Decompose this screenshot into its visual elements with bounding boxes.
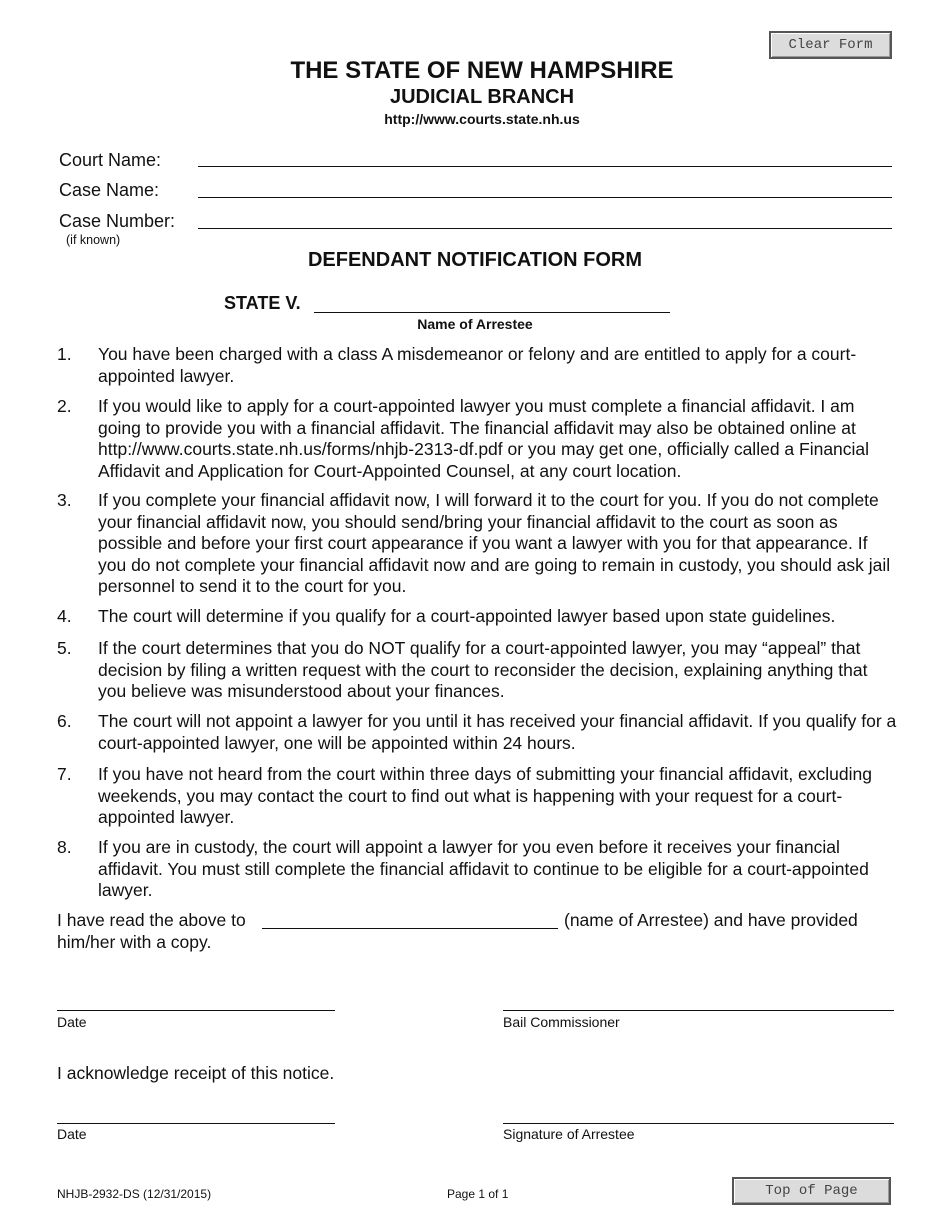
- signature-arrestee-field[interactable]: [503, 1123, 894, 1124]
- date-field-2[interactable]: [57, 1123, 335, 1124]
- signature-arrestee-label: Signature of Arrestee: [503, 1126, 635, 1142]
- read-statement-suffix: (name of Arrestee) and have provided: [564, 910, 858, 930]
- case-name-label: Case Name:: [59, 180, 160, 200]
- case-name-field[interactable]: [198, 197, 892, 198]
- item-number: 5.: [57, 638, 72, 658]
- bail-commissioner-label: Bail Commissioner: [503, 1014, 620, 1030]
- item-text: If you would like to apply for a court-appointed lawyer you must complete a financial affidavit. I am going to provide you with a financial affidavit. The financial affidavit may also be obtained online at http://www.courts.state.nh.us/forms/nhjb-2313-df.pdf or you may get one, officially called a Financial Affidavit and Application for Court-Appointed Counsel, at any court location.: [98, 396, 870, 481]
- item-number: 7.: [57, 764, 72, 784]
- read-statement-line2: him/her with a copy.: [57, 932, 212, 952]
- court-name-field[interactable]: [198, 166, 892, 167]
- case-number-field[interactable]: [198, 228, 892, 229]
- clear-form-button[interactable]: Clear Form: [769, 31, 892, 59]
- item-text: If the court determines that you do NOT qualify for a court-appointed lawyer, you may “appeal” that decision by filing a written request with the court to reconsider the decision, explaining anything that you believe was misunderstood about your finances.: [98, 638, 868, 701]
- item-number: 6.: [57, 711, 72, 731]
- court-name-label: Court Name:: [59, 150, 162, 170]
- item-text: If you are in custody, the court will appoint a lawyer for you even before it receives your financial affidavit. You must still complete the financial affidavit to continue to be eligible for a court-appointed lawyer.: [98, 837, 869, 900]
- branch-subtitle: JUDICIAL BRANCH: [389, 86, 575, 108]
- top-of-page-button[interactable]: Top of Page: [732, 1177, 891, 1205]
- page-number: Page 1 of 1: [447, 1187, 509, 1201]
- item-number: 3.: [57, 490, 72, 510]
- item-text: The court will determine if you qualify for a court-appointed lawyer based upon state guidelines.: [98, 606, 836, 626]
- item-number: 1.: [57, 344, 72, 364]
- arrestee-name-read-field[interactable]: [262, 928, 558, 929]
- item-number: 4.: [57, 606, 72, 626]
- bail-commissioner-field[interactable]: [503, 1010, 894, 1011]
- date-label-1: Date: [57, 1014, 87, 1030]
- item-number: 2.: [57, 396, 72, 416]
- read-statement-prefix: I have read the above to: [57, 910, 246, 930]
- item-text: If you have not heard from the court within three days of submitting your financial affidavit, excluding weekends, you may contact the court to find out what is happening with your request for a court-appointed lawyer.: [98, 764, 872, 827]
- state-title: THE STATE OF NEW HAMPSHIRE: [290, 57, 674, 84]
- arrestee-name-caption: Name of Arrestee: [417, 316, 533, 332]
- item-text: If you complete your financial affidavit now, I will forward it to the court for you. If you do not complete your financial affidavit now, you should send/bring your financial affidavit to the court as soon as possible and before your first court appearance if you want a lawyer with you for that appearance. If you do not complete your financial affidavit now and are going to remain in custody, you should ask jail personnel to send it to the court for you.: [98, 490, 891, 596]
- date-label-2: Date: [57, 1126, 87, 1142]
- if-known-note: (if known): [66, 233, 121, 247]
- state-v-label: STATE V.: [224, 293, 301, 313]
- item-text: The court will not appoint a lawyer for you until it has received your financial affidavit. If you qualify for a court-appointed lawyer, one will be appointed within 24 hours.: [98, 711, 897, 753]
- arrestee-name-field[interactable]: [314, 312, 670, 313]
- item-number: 8.: [57, 837, 72, 857]
- date-field-1[interactable]: [57, 1010, 335, 1011]
- acknowledge-statement: I acknowledge receipt of this notice.: [57, 1063, 335, 1083]
- item-text: You have been charged with a class A misdemeanor or felony and are entitled to apply for a court-appointed lawyer.: [98, 344, 857, 386]
- form-id: NHJB-2932-DS (12/31/2015): [57, 1187, 212, 1201]
- case-number-label: Case Number:: [59, 211, 176, 231]
- court-url: http://www.courts.state.nh.us: [384, 111, 580, 127]
- form-title: DEFENDANT NOTIFICATION FORM: [307, 249, 643, 271]
